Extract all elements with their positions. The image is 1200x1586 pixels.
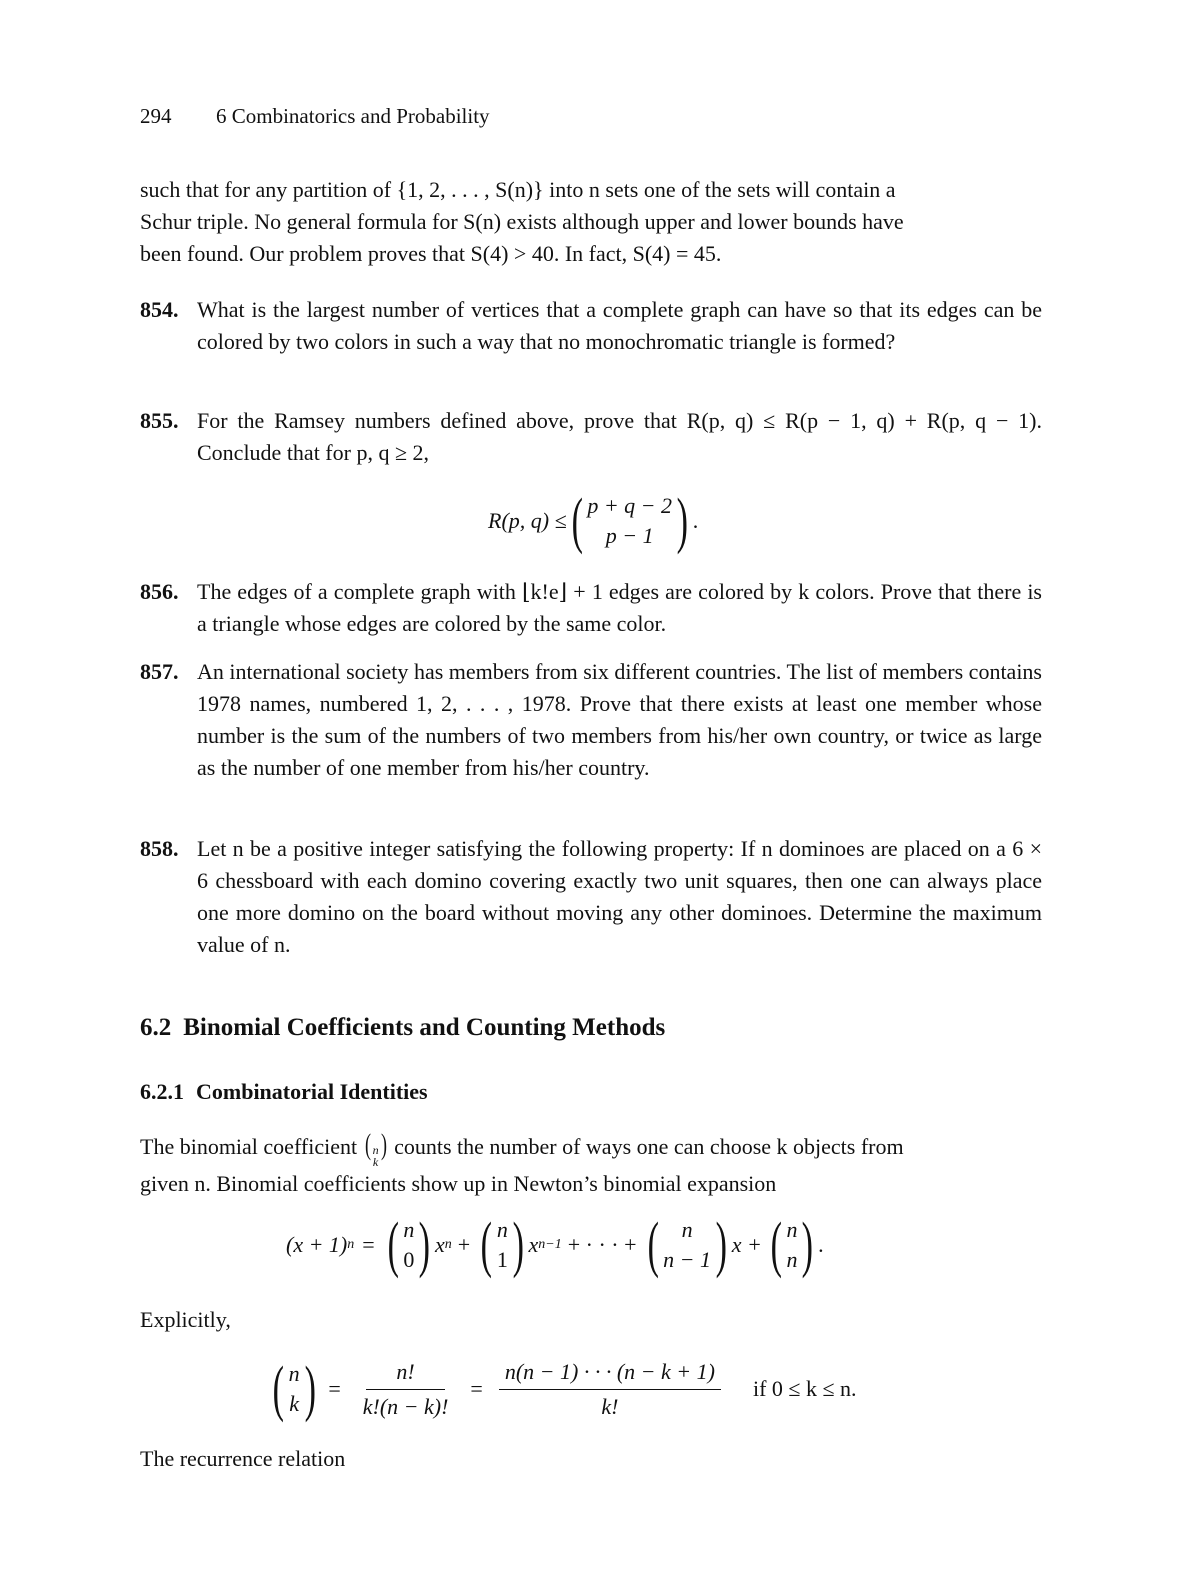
term-1-var: x [435,1232,445,1257]
problem-number: 855. [140,408,179,433]
ramsey-bound-equation [488,487,699,555]
right-paren: ) [676,487,689,555]
intro-line-2: Schur triple. No general formula for S(n) exists although upper and lower bounds have [140,209,904,234]
problem-858 [140,833,1042,961]
plus-sign: + [457,1232,471,1257]
exponent-n: n [444,1237,452,1252]
binomial-bottom: 0 [403,1247,415,1272]
right-paren: ) [715,1211,728,1279]
problem-text: The edges of a complete graph with ⌊k!e⌋ + 1 edges are colored by k colors. Prove that there is a triangle whose edges are colored by the same color. [197,579,1042,636]
problem-text: An international society has members from six different countries. The list of members contains 1978 names, numbered 1, 2, . . . , 1978. Prove that there exists at least one member whose number is the sum of the numbers of two members from his/her own country, or twice as large as the number of one member from his/her country. [197,659,1042,780]
binomial-bottom: k [289,1391,300,1416]
problem-856 [140,576,1042,640]
binomial-top: n [288,1361,300,1386]
binomial-top: n [403,1217,415,1242]
left-paren: ( [480,1211,493,1279]
explicitly-label: Explicitly, [140,1307,231,1332]
fraction-numerator: n(n − 1) · · · (n − k + 1) [499,1359,721,1390]
binomial-bottom: n [786,1247,798,1272]
running-head [140,104,490,129]
fraction-denominator: k! [601,1393,619,1419]
subsection-title: Combinatorial Identities [196,1079,428,1104]
binomial-term-2 [497,1215,508,1275]
inline-binomial [373,1144,379,1168]
left-paren: ( [647,1211,659,1279]
binomial-bottom: k [372,1155,379,1169]
binomial-bottom: p − 1 [605,523,654,548]
formula-condition: if 0 ≤ k ≤ n. [752,1376,857,1401]
eq-end: . [692,508,699,533]
section-heading [140,1014,665,1042]
binomial-intro-line-2: given n. Binomial coefficients show up in Newton’s binomial expansion [140,1171,777,1196]
problem-text: Let n be a positive integer satisfying the following property: If n dominoes are placed on a 6 × 6 chessboard with each domino covering exactly two unit squares, then one can always place one more domino on the board without moving any other dominoes. Determine the maximum value of n. [197,836,1042,957]
binomial-intro-text-a: The binomial coefficient [140,1134,358,1159]
problem-857 [140,656,1042,784]
equals-sign: = [470,1376,483,1401]
binomial-intro-text-b: counts the number of ways one can choose k objects from [394,1134,904,1159]
right-paren: ) [512,1211,524,1279]
binomial-term-4 [786,1215,797,1275]
page-number: 294 [140,104,172,128]
section-title: Binomial Coefficients and Counting Methods [183,1014,666,1041]
fraction-denominator: k!(n − k)! [362,1393,449,1419]
left-paren: ( [272,1355,285,1423]
eq-lhs: R(p, q) ≤ [488,508,567,533]
left-paren: ( [571,487,583,555]
left-paren: ( [387,1211,399,1279]
section-number: 6.2 [140,1014,172,1041]
binomial-term-3 [663,1215,711,1275]
binomial-top: n [372,1143,379,1157]
right-paren: ) [380,1128,387,1161]
binomial [289,1359,300,1419]
binomial-intro-paragraph [140,1130,1042,1200]
equals-sign: = [328,1376,341,1401]
binomial-intro-line-1 [140,1130,1042,1168]
binomial-top: p + q − 2 [587,493,673,518]
term-3-var: x + [731,1232,762,1257]
right-paren: ) [802,1211,814,1279]
binomial-term-1 [403,1215,414,1275]
binomial-formula-equation [268,1355,857,1423]
binomial-top: n [786,1217,798,1242]
subsection-number: 6.2.1 [140,1079,184,1104]
problem-854 [140,294,1042,358]
exponent-n-minus-1: n−1 [538,1237,562,1252]
intro-paragraph [140,174,1042,270]
exponent-n: n [347,1237,355,1252]
binomial-bottom: n − 1 [663,1247,712,1272]
factorial-fraction [357,1359,455,1420]
problem-number: 857. [140,659,179,684]
problem-number: 854. [140,297,179,322]
problem-text: What is the largest number of vertices that a complete graph can have so that its edges can be colored by two colors in such a way that no monochromatic triangle is formed? [197,297,1042,354]
chapter-title: 6 Combinatorics and Probability [216,104,490,128]
eq-end: . [818,1232,824,1257]
problem-number: 858. [140,836,179,861]
left-paren: ( [364,1128,371,1161]
recurrence-line: The recurrence relation [140,1446,346,1471]
problem-number: 856. [140,579,179,604]
term-2-var: x [528,1232,539,1257]
binomial [587,491,672,551]
binomial-top: n [496,1217,508,1242]
fraction-numerator: n! [366,1359,444,1390]
intro-line-3: been found. Our problem proves that S(4) > 40. In fact, S(4) = 45. [140,241,722,266]
problem-text: For the Ramsey numbers defined above, prove that R(p, q) ≤ R(p − 1, q) + R(p, q − 1). Conclude that for p, q ≥ 2, [197,408,1042,465]
expansion-lhs: (x + 1) [286,1232,348,1257]
right-paren: ) [304,1355,316,1423]
intro-line-1: such that for any partition of {1, 2, . . . , S(n)} into n sets one of the sets will contain a [140,177,896,202]
product-fraction [499,1359,721,1420]
binomial-top: n [681,1217,693,1242]
right-paren: ) [418,1211,431,1279]
equals-sign: = [362,1232,375,1257]
left-paren: ( [770,1211,782,1279]
subsection-heading [140,1079,428,1105]
binomial-bottom: 1 [496,1247,508,1272]
ellipsis-sum: + · · · + [567,1232,637,1257]
problem-855 [140,405,1042,469]
binomial-expansion-equation [286,1211,824,1279]
